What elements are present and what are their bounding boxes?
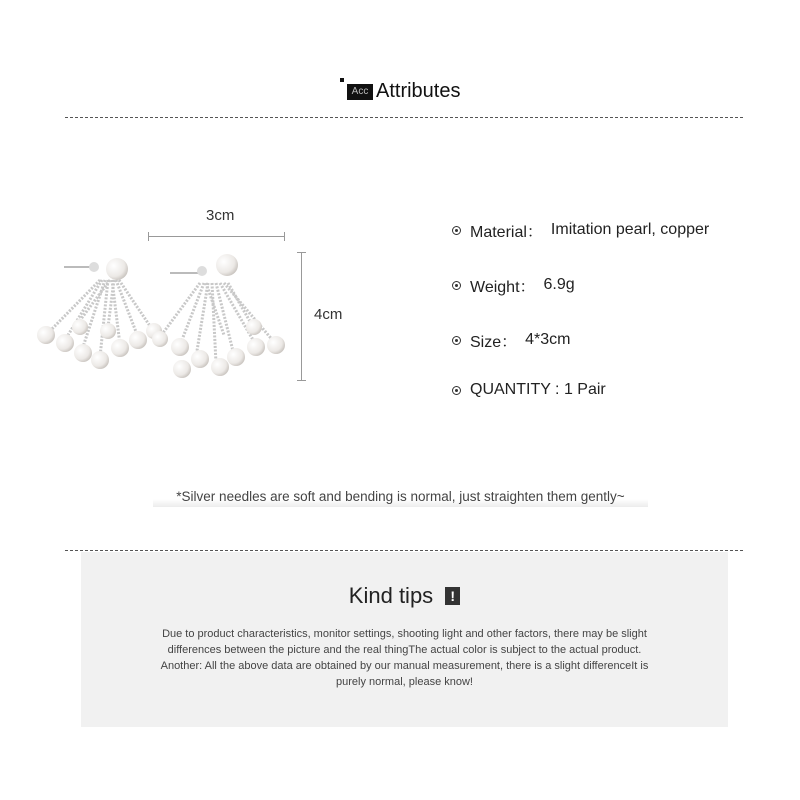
bullet-icon: [452, 386, 461, 395]
bullet-icon: [452, 336, 461, 345]
tips-line: differences between the picture and the real thingThe actual color is subject to the actual product.: [167, 644, 642, 656]
earrings-product-image: [20, 245, 300, 390]
tips-line: Another: All the above data are obtained by our manual measurement, there is a slight differenceIt is: [160, 660, 649, 672]
header-decor-dot: [340, 78, 344, 82]
exclamation-icon: !: [445, 587, 460, 605]
top-divider: [65, 117, 743, 118]
attribute-label: QUANTITY : 1 Pair: [470, 381, 606, 398]
attribute-value: 6.9g: [543, 276, 575, 293]
attribute-label: Size：: [470, 333, 518, 351]
bullet-icon: [452, 226, 461, 235]
kind-tips-panel: [81, 552, 728, 727]
section-title: Attributes: [376, 80, 461, 102]
tips-line: Due to product characteristics, monitor settings, shooting light and other factors, there may be slight: [162, 628, 647, 640]
kind-tips-title: Kind tips: [348, 583, 434, 609]
header-badge: Acc: [347, 84, 373, 100]
height-label: 4cm: [314, 306, 343, 323]
attribute-label: Material：: [470, 223, 543, 241]
attribute-quantity: [452, 379, 614, 401]
height-dimension-line: [301, 252, 302, 381]
attribute-value: 4*3cm: [525, 331, 571, 348]
attribute-value: Imitation pearl, copper: [550, 221, 710, 238]
bottom-divider: [65, 550, 743, 551]
width-dimension-line: [148, 236, 285, 237]
attribute-label: Weight：: [470, 278, 536, 296]
attribute-size: [452, 329, 571, 351]
kind-tips-heading: [81, 582, 728, 609]
care-note: *Silver needles are soft and bending is normal, just straighten them gently~: [153, 487, 648, 507]
attribute-material: [452, 219, 709, 241]
bullet-icon: [452, 281, 461, 290]
attribute-weight: [452, 274, 575, 296]
width-label: 3cm: [206, 207, 235, 224]
tips-line: purely normal, please know!: [336, 676, 473, 688]
kind-tips-text: [121, 626, 688, 690]
section-header: [0, 78, 800, 110]
